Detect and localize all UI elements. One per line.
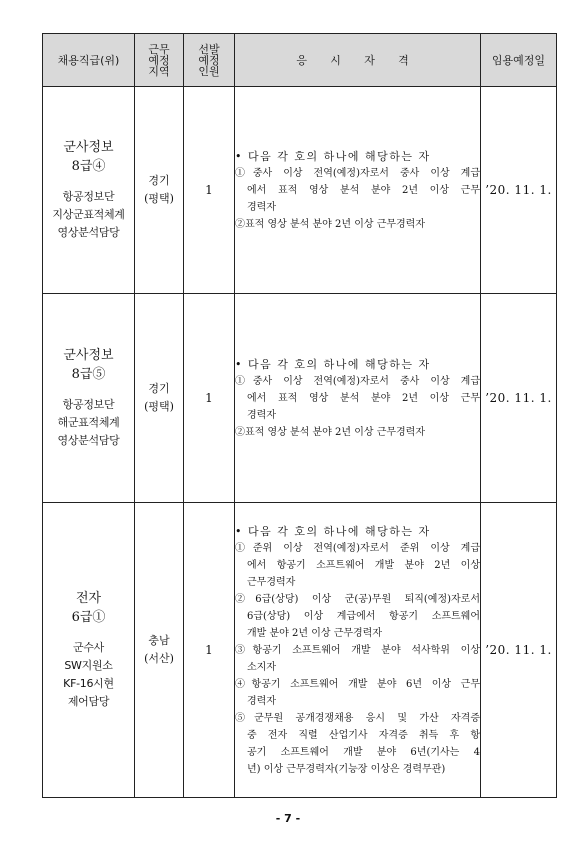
grade-cell: 전자 6급① 군수사 SW지원소 KF-16시현 제어담당 <box>43 503 135 798</box>
recruitment-table <box>42 33 557 798</box>
count-cell: 1 <box>184 503 235 798</box>
header-region: 근무 예정 지역 <box>135 34 184 87</box>
count-cell: 1 <box>184 87 235 294</box>
header-date: 임용예정일 <box>481 34 557 87</box>
region-cell: 경기 (평택) <box>135 87 184 294</box>
header-count: 선발 예정 인원 <box>184 34 235 87</box>
header-grade: 채용직급(위) <box>43 34 135 87</box>
date-cell: ’20. 11. 1. <box>481 294 557 503</box>
qualification-cell: • 다음 각 호의 하나에 해당하는 자 ①중사 이상 전역(예정)자로서 중사 이상 계급 에서 표적 영상 분석 분야 2년 이상 근무 경력자 ②표적 영상 분석 분야 2년 이상 근무경력자 <box>235 294 481 503</box>
qualification-cell: • 다음 각 호의 하나에 해당하는 자 ①중사 이상 전역(예정)자로서 중사 이상 계급 에서 표적 영상 분석 분야 2년 이상 근무 경력자 ②표적 영상 분석 분야 2년 이상 근무경력자 <box>235 87 481 294</box>
page-number: - 7 - <box>275 812 301 825</box>
region-cell: 경기 (평택) <box>135 294 184 503</box>
header-qualification: 응 시 자 격 <box>235 34 481 87</box>
table-row <box>43 87 557 294</box>
region-cell: 충남 (서산) <box>135 503 184 798</box>
table-row <box>43 294 557 503</box>
grade-cell: 군사정보 8급④ 항공정보단 지상군표적체계 영상분석담당 <box>43 87 135 294</box>
table-row <box>43 503 557 798</box>
qualification-cell: • 다음 각 호의 하나에 해당하는 자 ①준위 이상 전역(예정)자로서 준위 이상 계급 에서 항공기 소프트웨어 개발 분야 2년 이상 근무경력자 ②6급(상당) 이상 군(공)무원 퇴직(예정)자로서 6급(상당) 이상 계급에서 항공기 소프트웨어 개발 분야 2년 이상 근무경력자 ③항공기 소프트웨어 개발 분야 석사학위 이상 소지자 ④항공기 소프트웨어 개발 분야 6년 이상 근무 경력자 ⑤군무원 공개경쟁채용 응시 및 가산 자격증 중 전자 직렬 산업기사 자격증 취득 후 항 공기 소프트웨어 개발 분야 6년(기사는 4 년) 이상 근무경력자(기능장 이상은 경력무관) <box>235 503 481 798</box>
date-cell: ’20. 11. 1. <box>481 87 557 294</box>
count-cell: 1 <box>184 294 235 503</box>
date-cell: ’20. 11. 1. <box>481 503 557 798</box>
header-row <box>43 34 557 87</box>
grade-cell: 군사정보 8급⑤ 항공정보단 해군표적체계 영상분석담당 <box>43 294 135 503</box>
